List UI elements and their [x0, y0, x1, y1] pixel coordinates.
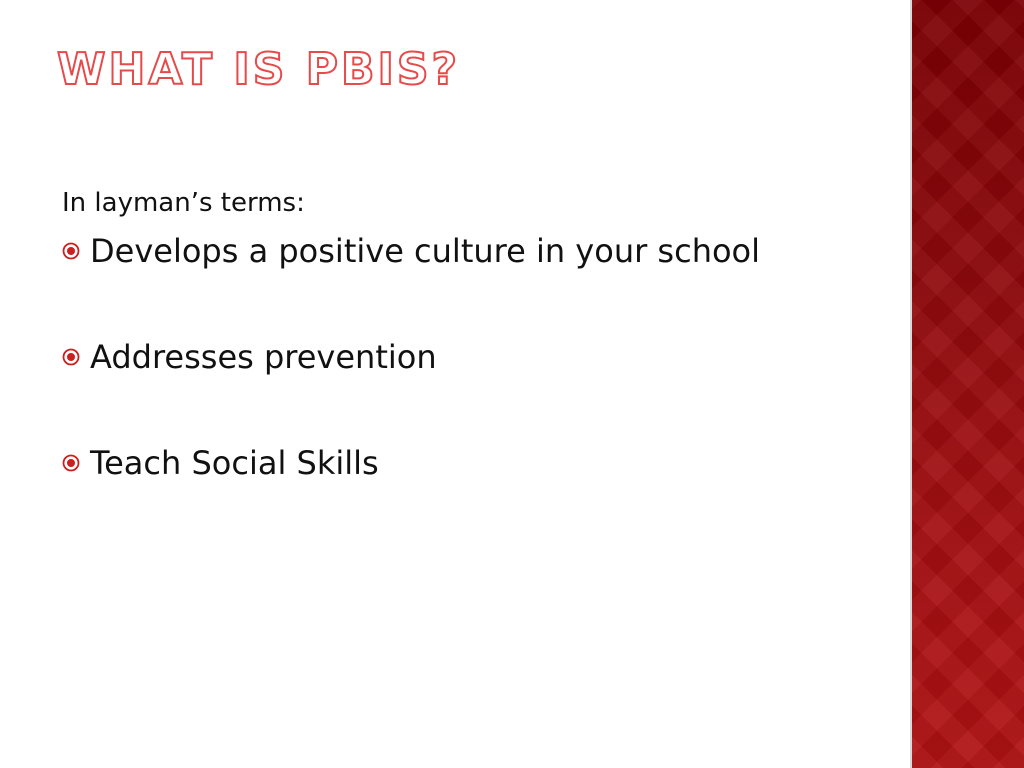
- bullet-item: [62, 231, 882, 271]
- radio-bullet-icon: [62, 454, 80, 472]
- bullet-item: [62, 443, 882, 483]
- slide-body: [62, 188, 882, 549]
- radio-bullet-icon: [62, 348, 80, 366]
- decorative-side-bar: [912, 0, 1024, 768]
- slide-title: WHAT IS PBIS?: [57, 44, 461, 95]
- bullet-text: Develops a positive culture in your school: [90, 232, 761, 271]
- bullet-text: Teach Social Skills: [90, 444, 379, 483]
- radio-bullet-icon: [62, 242, 80, 260]
- intro-text: In layman’s terms:: [62, 188, 305, 218]
- bullet-text: Addresses prevention: [90, 338, 437, 377]
- bullet-item: [62, 337, 882, 377]
- bullet-list: [62, 231, 882, 483]
